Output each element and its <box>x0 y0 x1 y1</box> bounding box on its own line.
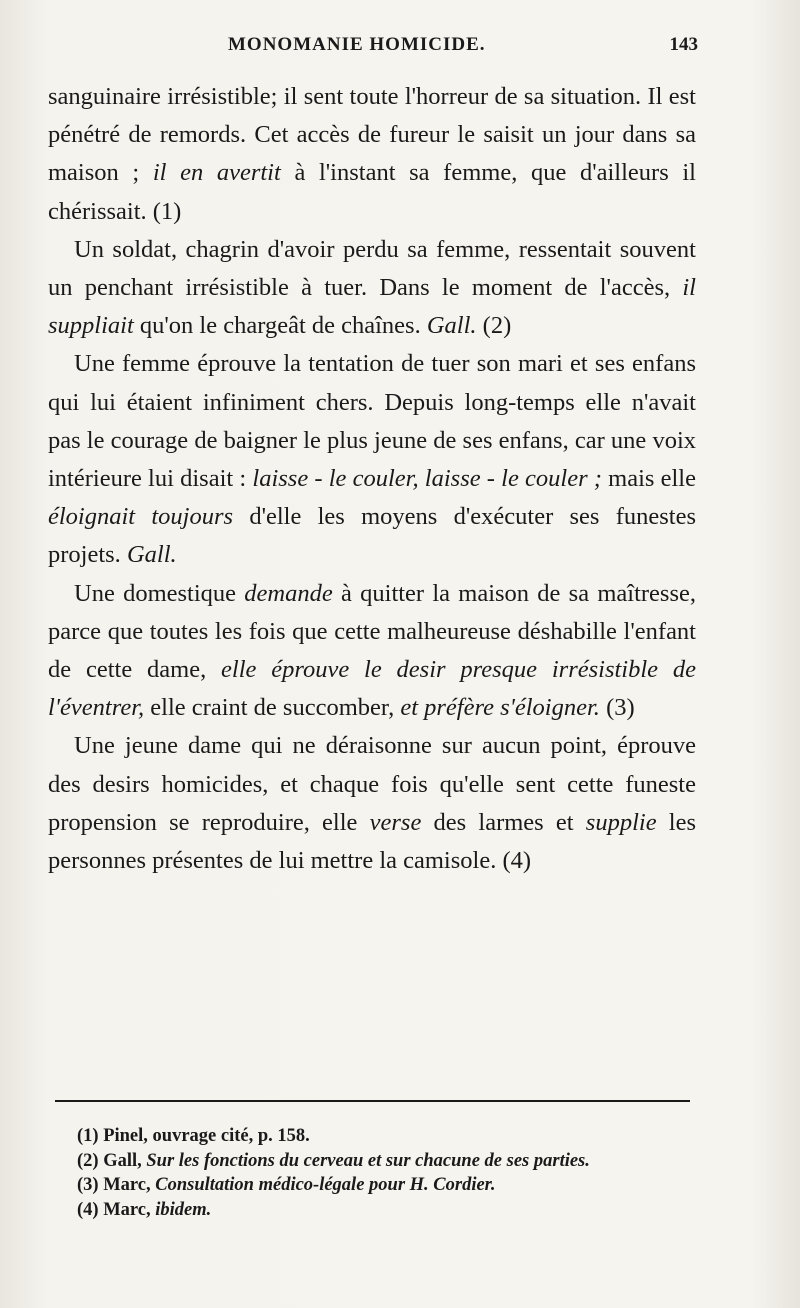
italic-segment: laisse - le couler, laisse - le couler ; <box>252 465 602 493</box>
text-segment: à l'instant sa femme, que d'ailleurs il chérissait. (1) <box>48 159 696 225</box>
text-segment: Une domestique <box>74 579 245 607</box>
text-segment: Un soldat, chagrin d'avoir perdu sa femme, ressentait souvent un penchant irrésistible à tuer. Dans le moment de l'accès, <box>48 235 696 302</box>
text-segment: elle craint de succomber, <box>144 694 401 722</box>
footnote <box>55 1173 705 1198</box>
footnotes <box>55 1124 705 1222</box>
text-segment: qu'on le chargeât de chaînes. <box>133 312 427 340</box>
footnote-italic-segment: Sur les fonctions du cerveau et sur chacune de ses parties. <box>146 1150 590 1171</box>
italic-segment: verse <box>369 808 422 836</box>
text-segment: mais elle <box>601 465 696 493</box>
footnote <box>55 1149 705 1174</box>
footnote <box>55 1124 705 1149</box>
italic-segment: éloignait toujours <box>48 503 234 531</box>
paragraph <box>48 78 696 231</box>
text-segment: (3) <box>599 694 635 722</box>
italic-segment: supplie <box>585 808 657 836</box>
footnote-text-segment: (3) Marc, <box>77 1175 156 1195</box>
text-segment: des larmes et <box>421 808 586 836</box>
footnote <box>55 1198 705 1223</box>
text-segment: (2) <box>476 312 512 340</box>
footnote-text-segment: (4) Marc, <box>77 1199 156 1220</box>
paragraph <box>48 727 696 880</box>
footnote-text-segment: (1) Pinel, ouvrage cité, p. 158. <box>77 1126 310 1146</box>
text-segment: d'elle les moyens d'exécuter ses funestes projets. <box>48 503 696 569</box>
italic-segment: demande <box>244 579 333 607</box>
footnote-italic-segment: ibidem. <box>155 1199 212 1220</box>
running-head <box>48 30 698 66</box>
text-segment: les personnes présentes de lui mettre la camisole. (4) <box>48 808 696 875</box>
italic-segment: Gall. <box>426 312 477 340</box>
text-segment: sanguinaire irrésistible; il sent toute l'horreur de sa situation. Il est pénétré de remords. Cet accès de fureur le saisit un jour dans sa maison ; <box>48 83 696 187</box>
running-title: MONOMANIE HOMICIDE. <box>228 34 486 55</box>
footnote-text-segment: (2) Gall, <box>77 1150 147 1171</box>
text-segment: à quitter la maison de sa maîtresse, parce que toutes les fois que cette malheureuse déshabille l'enfant de cette dame, <box>48 579 696 684</box>
text-segment: Une femme éprouve la tentation de tuer son mari et ses enfans qui lui étaient infiniment chers. Depuis long-temps elle n'avait pas le courage de baigner le plus jeune de ses enfans, car une voix intérieure lui disait : <box>48 350 696 493</box>
italic-segment: elle éprouve le desir presque irrésistible de l'éventrer, <box>48 656 696 722</box>
italic-segment: il en avertit <box>152 159 281 187</box>
italic-segment: et préfère s'éloigner. <box>400 694 600 722</box>
paragraph <box>48 231 696 346</box>
footnote-italic-segment: Consultation médico-légale pour H. Cordier. <box>155 1175 496 1195</box>
paragraph <box>48 345 696 574</box>
text-segment: Une jeune dame qui ne déraisonne sur aucun point, éprouve des desirs homicides, et chaque fois qu'elle sent cette funeste propension se reproduire, elle <box>48 732 696 836</box>
body-text <box>48 78 696 880</box>
footnote-rule <box>55 1100 690 1102</box>
page-number: 143 <box>669 34 698 55</box>
italic-segment: il suppliait <box>48 274 696 340</box>
paragraph <box>48 575 696 728</box>
italic-segment: Gall. <box>126 541 177 569</box>
